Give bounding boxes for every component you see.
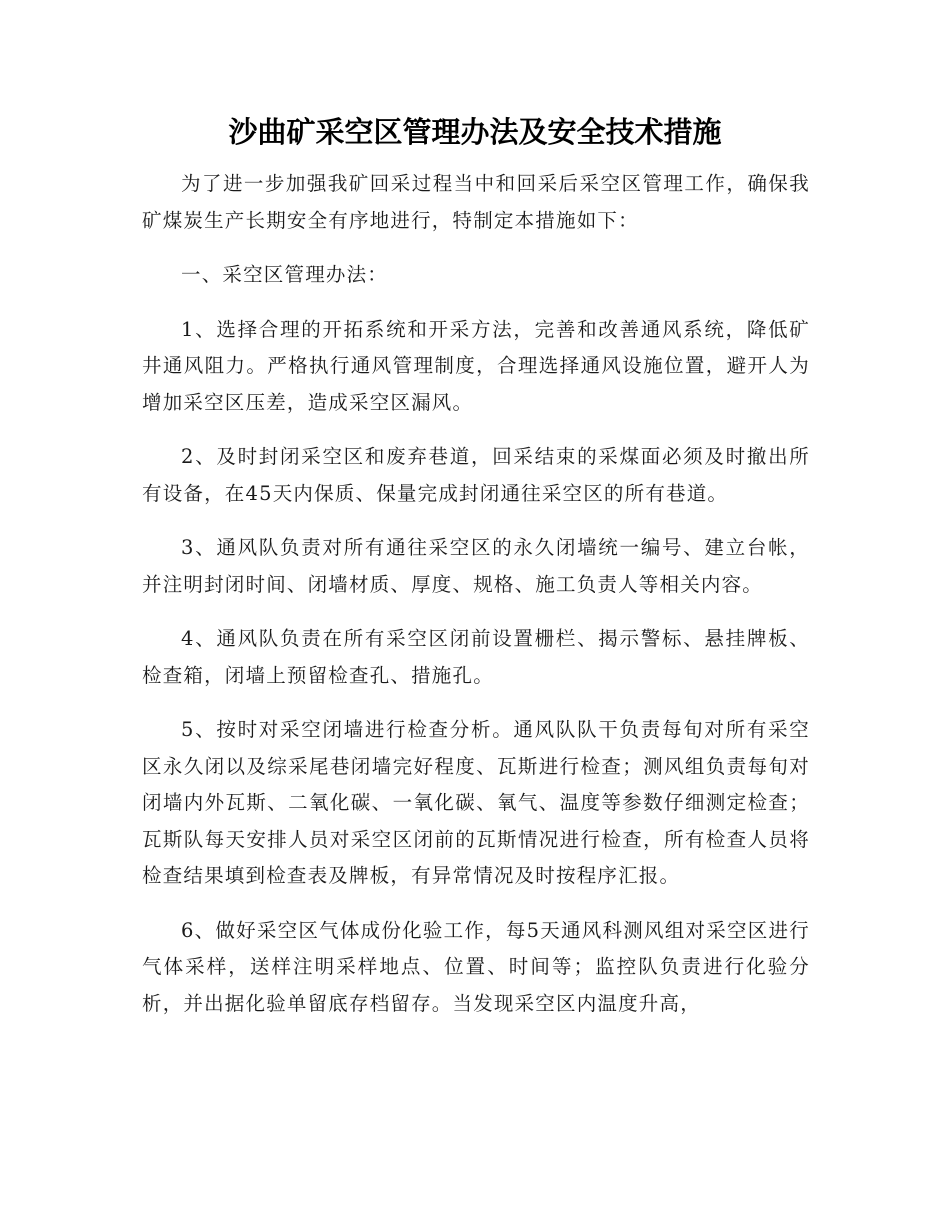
list-item-4: 4、通风队负责在所有采空区闭前设置栅栏、揭示警标、悬挂牌板、检查箱，闭墙上预留检查孔、措施孔。 [142,627,810,687]
list-item-1: 1、选择合理的开拓系统和开采方法，完善和改善通风系统，降低矿井通风阻力。严格执行通风管理制度，合理选择通风设施位置，避开人为增加采空区压差，造成采空区漏风。 [142,317,810,414]
list-item-2: 2、及时封闭采空区和废弃巷道，回采结束的采煤面必须及时撤出所有设备，在45天内保质、保量完成封闭通往采空区的所有巷道。 [142,445,810,505]
intro-paragraph: 为了进一步加强我矿回采过程当中和回采后采空区管理工作，确保我矿煤炭生产长期安全有序地进行，特制定本措施如下： [142,172,810,232]
list-item-6: 6、做好采空区气体成份化验工作，每5天通风科测风组对采空区进行气体采样，送样注明采样地点、位置、时间等；监控队负责进行化验分析，并出据化验单留底存档留存。当发现采空区内温度升高， [142,918,810,1015]
document-title: 沙曲矿采空区管理办法及安全技术措施 [228,115,722,149]
list-item-5: 5、按时对采空闭墙进行检查分析。通风队队干负责每旬对所有采空区永久闭以及综采尾巷闭墙完好程度、瓦斯进行检查；测风组负责每旬对闭墙内外瓦斯、二氧化碳、一氧化碳、氧气、温度等参数仔细测定检查；瓦斯队每天安排人员对采空区闭前的瓦斯情况进行检查，所有检查人员将检查结果填到检查表及牌板，有异常情况及时按程序汇报。 [142,718,810,887]
document-body [142,166,810,1040]
section-heading: 一、采空区管理办法： [181,263,389,286]
list-item-3: 3、通风队负责对所有通往采空区的永久闭墙统一编号、建立台帐，并注明封闭时间、闭墙材质、厚度、规格、施工负责人等相关内容。 [142,536,810,596]
